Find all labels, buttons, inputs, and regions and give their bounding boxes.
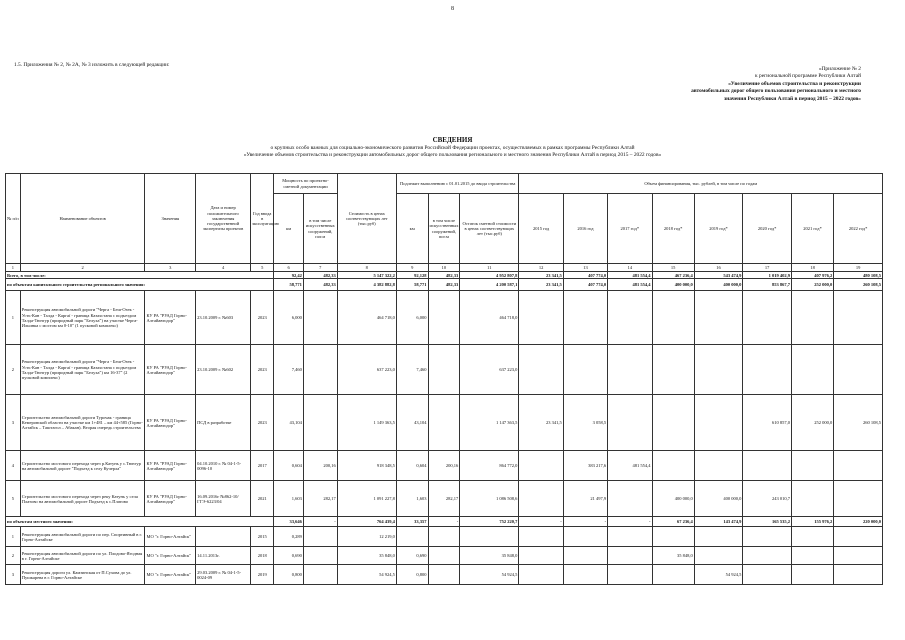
table-cell: -	[428, 517, 460, 527]
table-cell	[694, 547, 743, 565]
table-cell: 282,17	[428, 481, 460, 517]
table-cell: 2023	[251, 395, 274, 451]
table-cell: 5 147 322,2	[337, 272, 396, 279]
table-cell: 13	[563, 264, 607, 272]
table-cell	[743, 565, 792, 585]
table-cell: 252 000,0	[791, 395, 833, 451]
table-cell	[519, 527, 563, 547]
table-cell	[652, 395, 694, 451]
table-cell	[608, 527, 652, 547]
table-cell: 4 200 587,1	[460, 279, 519, 291]
table-cell: 35 848,0	[652, 547, 694, 565]
page-number: 8	[451, 6, 454, 12]
table-cell	[743, 451, 792, 481]
table-cell	[834, 345, 883, 395]
table-cell: 17	[743, 264, 792, 272]
table-cell: 481 554,4	[608, 279, 652, 291]
table-cell: по объектам местного значения:	[6, 517, 274, 527]
table-cell	[519, 547, 563, 565]
table-cell: 481 554,4	[608, 272, 652, 279]
table-cell	[428, 565, 460, 585]
header-year-col: 2020 год*	[743, 194, 792, 264]
table-cell	[303, 395, 337, 451]
table-cell: 464 718,0	[460, 291, 519, 345]
table-row	[6, 481, 883, 517]
regional-subtotal-row	[6, 279, 883, 291]
table-cell: 543 474,9	[694, 272, 743, 279]
table-cell: 200,16	[428, 451, 460, 481]
table-cell: 3 058,5	[563, 395, 607, 451]
table-cell: 21 497,9	[563, 481, 607, 517]
table-cell: КУ РА "РУАД Горно-Алтайавтодор"	[145, 291, 196, 345]
table-cell	[694, 395, 743, 451]
header-year-col: 2018 год*	[652, 194, 694, 264]
table-cell	[303, 291, 337, 345]
table-cell: КУ РА "РУАД Горно-Алтайавтодор"	[145, 395, 196, 451]
table-cell: 16.09.2016г №862-10/ГГЭ-6223/04	[196, 481, 251, 517]
local-subtotal-row	[6, 517, 883, 527]
table-cell: 481 554,4	[608, 451, 652, 481]
table-cell	[608, 547, 652, 565]
table-row	[6, 527, 883, 547]
table-cell: 918 348,5	[337, 451, 396, 481]
table-cell: 23 341,5	[519, 272, 563, 279]
column-number-row	[6, 264, 883, 272]
table-cell: 35 848,0	[337, 547, 396, 565]
table-cell: -	[303, 517, 337, 527]
table-cell: 482,33	[428, 272, 460, 279]
table-cell: 23 341,5	[519, 395, 563, 451]
table-cell	[519, 345, 563, 395]
table-cell: 282,17	[303, 481, 337, 517]
header-artificial: в том числе искусственных сооружений, пог.м	[303, 194, 337, 264]
table-cell: 6	[274, 264, 304, 272]
table-cell	[652, 451, 694, 481]
header-year-col: 2016 год	[563, 194, 607, 264]
table-cell	[791, 451, 833, 481]
table-cell	[608, 565, 652, 585]
table-cell: МО "г. Горно-Алтайск"	[145, 565, 196, 585]
annex-line: к региональной программе Республики Алтай	[755, 73, 861, 80]
table-cell	[743, 291, 792, 345]
header-year-col: 2022 год*	[834, 194, 883, 264]
table-cell	[519, 481, 563, 517]
table-cell: 2	[6, 345, 21, 395]
table-cell: 11	[460, 264, 519, 272]
header-km: км	[274, 194, 304, 264]
table-cell: 260 108,5	[834, 279, 883, 291]
header-value: Значения	[145, 174, 196, 264]
table-cell: 15	[652, 264, 694, 272]
table-cell	[743, 547, 792, 565]
header-year: Год ввода в эксплуатацию	[251, 174, 274, 264]
annex-line: «Приложение № 2	[818, 66, 861, 72]
table-cell: 482,33	[303, 272, 337, 279]
table-cell	[608, 345, 652, 395]
table-cell	[743, 527, 792, 547]
table-cell	[519, 565, 563, 585]
table-cell: 243 010,7	[743, 481, 792, 517]
table-cell: 1 149 363,5	[337, 395, 396, 451]
table-cell: 0,690	[274, 547, 304, 565]
table-cell: 0,604	[274, 451, 304, 481]
annex-line: автомобильных дорог общего пользования регионального и местного	[691, 88, 861, 95]
annex-header	[561, 66, 861, 103]
table-cell: 3	[6, 565, 21, 585]
table-cell	[834, 291, 883, 345]
table-cell	[694, 345, 743, 395]
table-cell: Реконструкция автомобильной дороги "Черга - Беш-Озек - Усть-Кан - Талда - Каргаї - граница Казахстана с подъездом Талда-Тюнгур (природный парк "Белуха") на участке Черга-Ильинка с мостом км 0-10" (1 пусковой комплекс)	[20, 291, 145, 345]
document-title: СВЕДЕНИЯ	[432, 136, 473, 144]
table-cell: 33,357	[396, 517, 428, 527]
table-cell: 0,289	[274, 527, 304, 547]
table-cell	[428, 345, 460, 395]
annex-line: «Увеличение объемов строительства и реконструкции	[728, 80, 861, 87]
header-year-col: 2019 год*	[694, 194, 743, 264]
table-cell: 2021	[251, 481, 274, 517]
table-cell: 383 217,6	[563, 451, 607, 481]
header-year-col: 2015 год	[519, 194, 563, 264]
table-cell: 4	[6, 451, 21, 481]
table-cell: 33,646	[274, 517, 304, 527]
table-cell	[303, 527, 337, 547]
table-cell: 54 924,5	[337, 565, 396, 585]
table-cell: 23.10.2009 г. №602	[196, 345, 251, 395]
header-cost: Стоимость в ценах соответствующих лет (тыс.руб)	[337, 174, 396, 264]
table-cell: Строительство автомобильной дороги Турочак - граница Кемеровской области на участке км 1+481 – км 44+585 (Горно-Алтайск – Таштагол – Абакан). Вторая очередь строительства	[20, 395, 145, 451]
table-cell: 23 341,5	[519, 279, 563, 291]
table-cell: 2023	[251, 345, 274, 395]
table-cell: КУ РА "РУАД Горно-Алтайавтодор"	[145, 481, 196, 517]
table-cell	[743, 345, 792, 395]
table-body	[6, 264, 883, 585]
table-cell: 400 000,0	[694, 279, 743, 291]
table-cell: 200,16	[303, 451, 337, 481]
table-cell: ПСД в разработке	[196, 395, 251, 451]
table-cell	[791, 527, 833, 547]
projects-table	[5, 173, 883, 585]
table-row	[6, 565, 883, 585]
header-artificial2: в том числе искусственных сооружений, пог.м	[428, 194, 460, 264]
table-cell: 4 952 807,8	[460, 272, 519, 279]
table-cell	[834, 527, 883, 547]
table-cell: 35 848,0	[460, 547, 519, 565]
table-cell: 1 147 363,5	[460, 395, 519, 451]
table-cell: 8	[337, 264, 396, 272]
table-cell	[834, 565, 883, 585]
table-cell: 2018	[251, 547, 274, 565]
table-cell: 482,33	[303, 279, 337, 291]
table-cell: 04.10.2010 г. № 04-1-5-0096-10	[196, 451, 251, 481]
table-cell: 3	[145, 264, 196, 272]
table-row	[6, 291, 883, 345]
table-cell: Строительство мостового перехода через р.Катунь у с.Тюнгур на автомобильной дороге "Подъезд к селу Кучерла"	[20, 451, 145, 481]
table-cell: КУ РА "РУАД Горно-Алтайавтодор"	[145, 345, 196, 395]
table-cell: 482,33	[428, 279, 460, 291]
table-cell	[396, 527, 428, 547]
table-cell	[834, 547, 883, 565]
table-cell: 5	[6, 481, 21, 517]
table-cell: 54 924,5	[460, 565, 519, 585]
table-cell	[428, 291, 460, 345]
table-cell: 16	[694, 264, 743, 272]
table-cell: 43,104	[274, 395, 304, 451]
subtitle-line: «Увеличение объемов строительства и реконструкции автомобильных дорог общего пользования регионального и местного значения Республики Алтай в период 2015 – 2022 годов»	[243, 152, 662, 158]
table-cell	[652, 565, 694, 585]
table-cell: 1	[6, 264, 21, 272]
table-cell	[834, 451, 883, 481]
header-name: Наименование объектов	[20, 174, 145, 264]
table-cell: 1,603	[396, 481, 428, 517]
table-cell	[791, 481, 833, 517]
table-row	[6, 345, 883, 395]
table-cell	[303, 547, 337, 565]
total-row	[6, 272, 883, 279]
table-cell: 1 091 227,8	[337, 481, 396, 517]
table-cell: 12 219,0	[337, 527, 396, 547]
table-cell: 610 857,0	[743, 395, 792, 451]
table-cell: Реконструкция автомобильной дороги "Черга - Беш-Озек - Усть-Кан - Талда - Каргаї - граница Казахстана с подъездом Талда-Тюнгур (природный парк "Белуха") км 16-37" (2 пусковой комплекс)	[20, 345, 145, 395]
table-cell: 155 976,2	[791, 517, 833, 527]
subtitle-line: о крупных особо важных для социально-экономического развития Российской Федерации проектах, осуществляемых в рамках программы Республики Алтай	[270, 145, 635, 151]
header-year-col: 2017 год*	[608, 194, 652, 264]
table-cell: 7	[303, 264, 337, 272]
table-cell	[563, 291, 607, 345]
table-cell: 2015	[251, 527, 274, 547]
table-cell: 2	[6, 547, 21, 565]
table-row	[6, 451, 883, 481]
table-cell	[652, 291, 694, 345]
table-cell: 7,460	[396, 345, 428, 395]
table-cell: Реконструкция автомобильной дороги по пер. Спортивный в г. Горно-Алтайске	[20, 527, 145, 547]
table-cell	[791, 565, 833, 585]
header-km2: км	[396, 194, 428, 264]
table-cell: 400 000,0	[652, 481, 694, 517]
table-cell: 58,771	[396, 279, 428, 291]
table-cell: 252 000,0	[791, 279, 833, 291]
table-cell: 29.03.2009 г. № 04-1-5-0024-09	[196, 565, 251, 585]
table-cell: 637 223,0	[460, 345, 519, 395]
header-year-col: 2021 год*	[791, 194, 833, 264]
table-cell: 1	[6, 527, 21, 547]
table-cell	[460, 527, 519, 547]
table-cell	[608, 395, 652, 451]
table-row	[6, 395, 883, 451]
table-cell: 2017	[251, 451, 274, 481]
table-cell: 12	[519, 264, 563, 272]
table-cell: 6,000	[274, 291, 304, 345]
table-cell: 7,460	[274, 345, 304, 395]
table-cell	[303, 345, 337, 395]
table-cell	[196, 527, 251, 547]
table-cell: 400 000,0	[652, 279, 694, 291]
table-cell: 43,104	[396, 395, 428, 451]
table-cell	[694, 527, 743, 547]
table-cell: 9	[396, 264, 428, 272]
table-cell: -	[563, 517, 607, 527]
table-cell: 480 108,5	[834, 272, 883, 279]
table-cell	[791, 547, 833, 565]
table-cell	[563, 345, 607, 395]
table-cell: 10	[428, 264, 460, 272]
table-cell: 4 382 882,8	[337, 279, 396, 291]
table-cell	[834, 481, 883, 517]
table-cell: 14	[608, 264, 652, 272]
table-cell: -	[608, 517, 652, 527]
table-cell	[608, 291, 652, 345]
table-cell	[791, 291, 833, 345]
table-cell	[519, 451, 563, 481]
table-cell: 407 976,2	[791, 272, 833, 279]
table-cell: 864 772,0	[460, 451, 519, 481]
table-cell: 92,42	[274, 272, 304, 279]
table-cell: 2023	[251, 291, 274, 345]
table-cell	[428, 527, 460, 547]
table-cell: 54 924,5	[694, 565, 743, 585]
table-cell: 67 236,4	[652, 517, 694, 527]
header-capacity: Мощность по проектно-сметной документации	[274, 174, 337, 194]
table-cell: МО "г. Горно-Алтайск"	[145, 527, 196, 547]
table-cell: 92,128	[396, 272, 428, 279]
table-cell: 467 236,4	[652, 272, 694, 279]
table-cell	[519, 291, 563, 345]
table-cell: 19	[834, 264, 883, 272]
table-cell: по объектам капитального строительства регионального значения:	[6, 279, 274, 291]
header-contract: Дата и номер положительного заключения государственной экспертизы проектов	[196, 174, 251, 264]
document-subtitle	[0, 145, 905, 159]
table-cell: 464 718,0	[337, 291, 396, 345]
table-cell: 143 474,9	[694, 517, 743, 527]
table-cell	[563, 547, 607, 565]
header-financing: Объем финансирования, тыс. рублей, в том числе по годам	[519, 174, 883, 194]
table-cell	[694, 451, 743, 481]
table-cell: 220 000,0	[834, 517, 883, 527]
table-cell	[694, 291, 743, 345]
table-cell: 58,771	[274, 279, 304, 291]
table-cell: Всего, в том числе:	[6, 272, 274, 279]
table-cell	[652, 345, 694, 395]
table-cell: 18	[791, 264, 833, 272]
table-cell: 1 019 402,9	[743, 272, 792, 279]
table-cell: 2	[20, 264, 145, 272]
table-cell: 4	[196, 264, 251, 272]
table-cell: 0,690	[396, 547, 428, 565]
table-cell: 2019	[251, 565, 274, 585]
table-cell: 0,800	[274, 565, 304, 585]
table-cell: 5	[251, 264, 274, 272]
table-cell: 14.11.2013г.	[196, 547, 251, 565]
table-cell: 1	[6, 291, 21, 345]
table-cell	[428, 395, 460, 451]
table-cell: 23.10.2009 г. №603	[196, 291, 251, 345]
annex-line: значения Республики Алтай в период 2015 – 2022 годов»	[723, 95, 861, 102]
table-cell: 1 086 508,6	[460, 481, 519, 517]
table-cell: 6,000	[396, 291, 428, 345]
table-cell	[303, 565, 337, 585]
table-cell: 752 220,7	[460, 517, 519, 527]
table-cell	[791, 345, 833, 395]
table-cell: 1,603	[274, 481, 304, 517]
table-row	[6, 547, 883, 565]
table-cell: 0,604	[396, 451, 428, 481]
table-cell	[563, 527, 607, 547]
table-cell: 407 774,0	[563, 279, 607, 291]
table-cell: 3	[6, 395, 21, 451]
table-cell: 0,800	[396, 565, 428, 585]
table-cell: МО "г. Горно-Алтайск"	[145, 547, 196, 565]
header-num: № п/п	[6, 174, 21, 264]
table-cell	[652, 527, 694, 547]
table-cell: 400 000,0	[694, 481, 743, 517]
table-cell: 637 223,0	[337, 345, 396, 395]
intro-text: 1.5. Приложения № 2, № 2А, № 3 изложить в следующей редакции:	[14, 62, 170, 68]
table-cell: КУ РА "РУАД Горно-Алтайавтодор"	[145, 451, 196, 481]
table-cell: Реконструкция дороги ул. Камзинская от П.Сухова до ул. Пушкарева в г. Горно-Алтайске	[20, 565, 145, 585]
table-cell: 165 535,2	[743, 517, 792, 527]
table-cell: -	[519, 517, 563, 527]
table-cell: Реконструкция автомобильной дороги по ул. Плодово-Ягодная в г. Горно-Алтайске	[20, 547, 145, 565]
table-cell: 260 108,5	[834, 395, 883, 451]
table-cell: 853 867,7	[743, 279, 792, 291]
header-done: Подлежит выполнению с 01.01.2015 до ввода строительства	[396, 174, 519, 194]
table-cell	[608, 481, 652, 517]
table-cell: 407 774,0	[563, 272, 607, 279]
table-cell	[428, 547, 460, 565]
table-cell: Строительство мостового перехода через реку Катунь у села Платово на автомобильной дороге Подъезд к с.Платово	[20, 481, 145, 517]
header-remain: Остаток сметной стоимости в ценах соответствующих лет (тыс.руб)	[460, 194, 519, 264]
table-cell: 764 439,4	[337, 517, 396, 527]
table-cell	[563, 565, 607, 585]
